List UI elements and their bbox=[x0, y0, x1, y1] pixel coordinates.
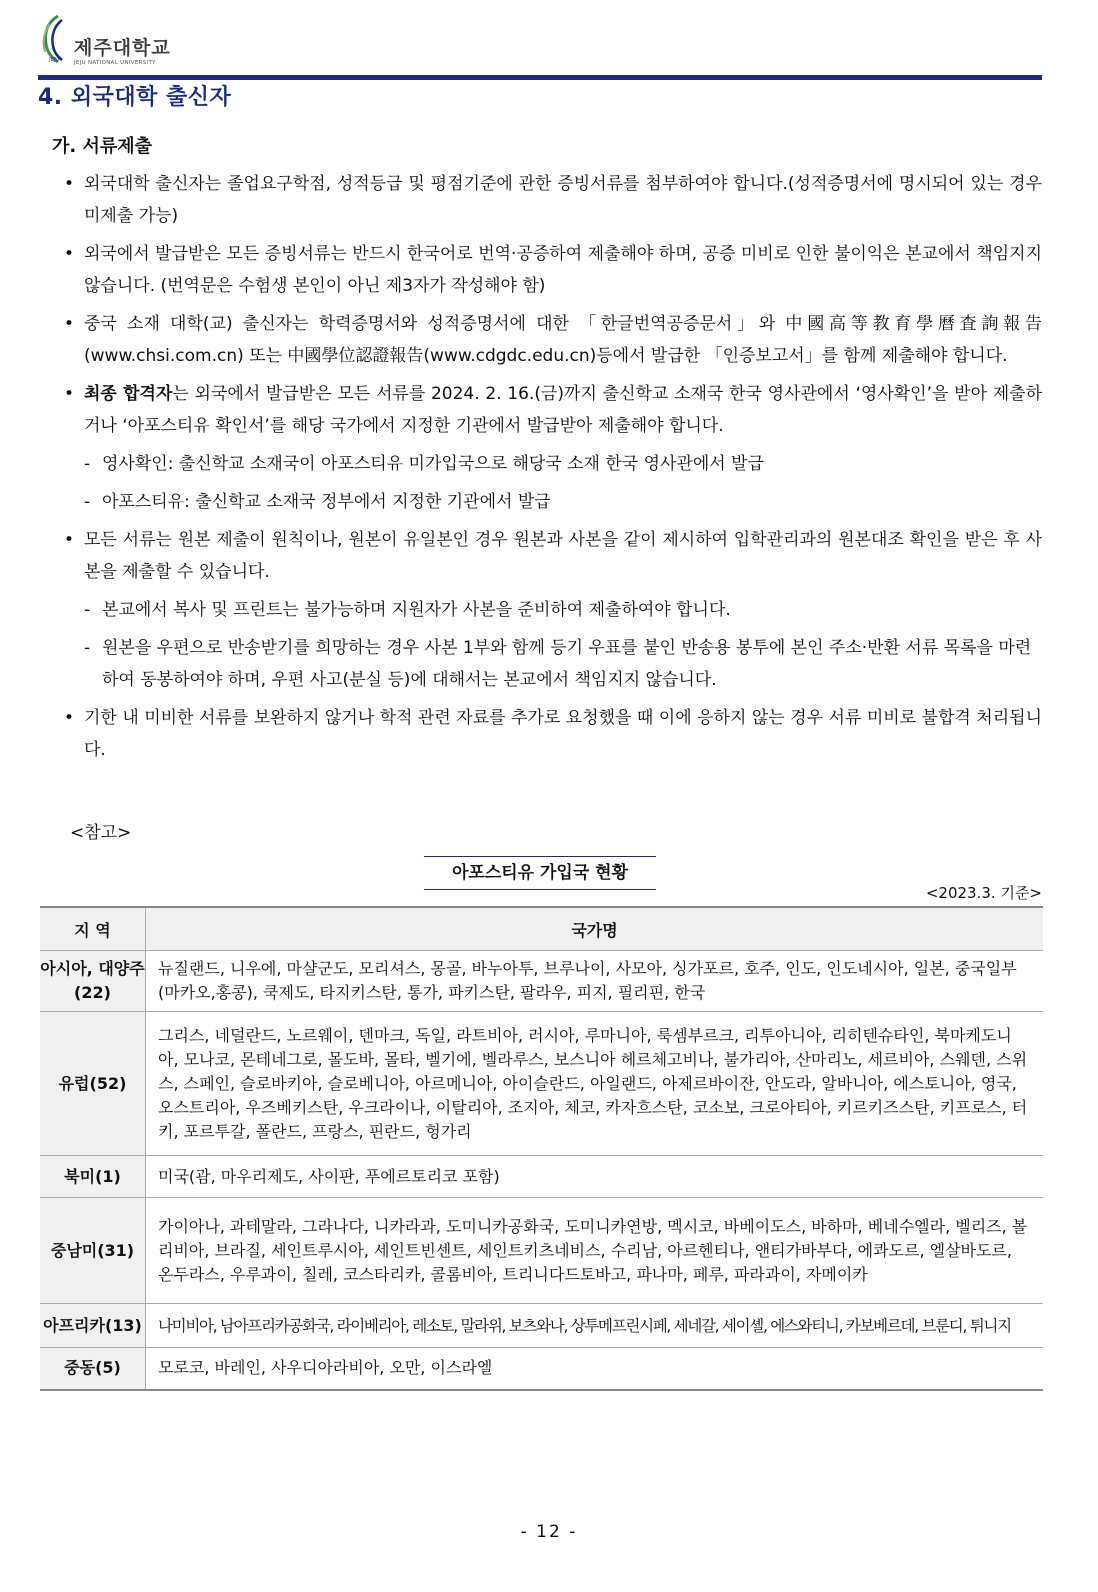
table-title: 아포스티유 가입국 현황 bbox=[424, 856, 656, 890]
bullet-item: • 모든 서류는 원본 제출이 원칙이나, 원본이 유일본인 경우 원본과 사본을 같이 제시하여 입학관리과의 원본대조 확인을 받은 후 사본을 제출할 수 있습니다. bbox=[64, 524, 1042, 588]
region-cell: 중남미(31) bbox=[40, 1198, 146, 1304]
table-header-row bbox=[40, 907, 1043, 951]
university-emblem-icon bbox=[38, 14, 70, 66]
bold-label: 최종 합격자 bbox=[84, 384, 173, 404]
logo-korean-name: 제주대학교 bbox=[74, 37, 171, 59]
page-number: - 12 - bbox=[520, 1522, 578, 1542]
region-cell: 아시아, 대양주(22) bbox=[40, 951, 146, 1012]
dash-item: - 원본을 우편으로 반송받기를 희망하는 경우 사본 1부와 함께 등기 우표를 붙인 반송용 봉투에 본인 주소·반환 서류 목록을 마련하여 동봉하여야 하며, 우편 사고(분실 등)에 대해서는 본교에서 책임지지 않습니다. bbox=[84, 638, 1032, 690]
apostille-table bbox=[40, 906, 1043, 1391]
dash-item: - 본교에서 복사 및 프린트는 불가능하며 지원자가 사본을 준비하여 제출하여야 합니다. bbox=[84, 600, 731, 620]
table-basis-date: <2023.3. 기준> bbox=[925, 884, 1042, 902]
bullet-item: • 외국대학 출신자는 졸업요구학점, 성적등급 및 평점기준에 관한 증빙서류를 첨부하여야 합니다.(성적증명서에 명시되어 있는 경우 미제출 가능) bbox=[64, 168, 1042, 232]
countries-cell: 모로코, 바레인, 사우디아라비아, 오만, 이스라엘 bbox=[146, 1348, 1044, 1390]
page-header bbox=[38, 14, 1048, 84]
region-cell: 유럽(52) bbox=[40, 1012, 146, 1156]
logo-english-name: JEJU NATIONAL UNIVERSITY bbox=[74, 60, 156, 66]
region-cell: 아프리카(13) bbox=[40, 1304, 146, 1348]
dash-item: - 아포스티유: 출신학교 소재국 정부에서 지정한 기관에서 발급 bbox=[84, 492, 551, 512]
countries-cell: 그리스, 네덜란드, 노르웨이, 덴마크, 독일, 라트비아, 러시아, 루마니아, 룩셈부르크, 리투아니아, 리히텐슈타인, 북마케도니아, 모나코, 몬테네그로, 몰도바, 몰타, 벨기에, 벨라루스, 보스니아 헤르체고비나, 불가리아, 산마리노, 세르비아, 스웨덴, 스위스, 스페인, 슬로바키아, 슬로베니아, 아르메니아, 아이슬란드, 아일랜드, 아제르바이잔, 안도라, 알바니아, 에스토니아, 영국, 오스트리아, 우즈베키스탄, 우크라이나, 이탈리아, 조지아, 체코, 카자흐스탄, 코소보, 크로아티아, 키르키즈스탄, 키프로스, 터키, 포르투갈, 폴란드, 프랑스, 핀란드, 헝가리 bbox=[146, 1012, 1044, 1156]
bullet-item: • 중국 소재 대학(교) 출신자는 학력증명서와 성적증명서에 대한 「한글번역공증문서」와 中國高等教育學曆査詢報告(www.chsi.com.cn) 또는 中國學位認證報告(www.cdgdc.edu.cn)등에서 발급한 「인증보고서」를 함께 제출해야 합니다. bbox=[64, 308, 1042, 372]
bullet-text: 는 외국에서 발급받은 모든 서류를 2024. 2. 16.(금)까지 출신학교 소재국 한국 영사관에서 ‘영사확인’을 받아 제출하거나 ‘아포스티유 확인서’를 해당 국가에서 지정한 기관에서 발급받아 제출해야 합니다. bbox=[84, 384, 1043, 436]
section-title: 4. 외국대학 출신자 bbox=[38, 85, 232, 110]
region-cell: 북미(1) bbox=[40, 1156, 146, 1198]
region-cell: 중동(5) bbox=[40, 1348, 146, 1390]
countries-cell: 나미비아, 남아프리카공화국, 라이베리아, 레소토, 말라위, 보츠와나, 상투메프린시페, 세네갈, 세이셸, 에스와티니, 카보베르데, 브룬디, 튀니지 bbox=[146, 1304, 1044, 1348]
table-row bbox=[40, 1348, 1043, 1390]
countries-header: 국가명 bbox=[146, 907, 1044, 951]
bullet-item-final-admission bbox=[64, 378, 1042, 442]
subsection-title: 가. 서류제출 bbox=[52, 136, 153, 157]
countries-cell: 뉴질랜드, 니우에, 마샬군도, 모리셔스, 몽골, 바누아투, 브루나이, 사모아, 싱가포르, 호주, 인도, 인도네시아, 일본, 중국일부(마카오,홍콩), 쿡제도, 타지키스탄, 통가, 파키스탄, 팔라우, 피지, 필리핀, 한국 bbox=[146, 951, 1044, 1012]
dash-item: - 영사확인: 출신학교 소재국이 아포스티유 미가입국으로 해당국 소재 한국 영사관에서 발급 bbox=[84, 454, 764, 474]
bullet-item: • 외국에서 발급받은 모든 증빙서류는 반드시 한국어로 번역·공증하여 제출해야 하며, 공증 미비로 인한 불이익은 본교에서 책임지지 않습니다. (번역문은 수험생 본인이 아닌 제3자가 작성해야 함) bbox=[64, 238, 1042, 302]
reference-label: <참고> bbox=[70, 823, 132, 843]
region-header: 지 역 bbox=[40, 907, 146, 951]
bullet-item: • 기한 내 미비한 서류를 보완하지 않거나 학적 관련 자료를 추가로 요청했을 때 이에 응하지 않는 경우 서류 미비로 불합격 처리됩니다. bbox=[64, 702, 1042, 766]
table-row bbox=[40, 951, 1043, 1012]
table-row bbox=[40, 1198, 1043, 1304]
document-body bbox=[64, 168, 1042, 772]
university-logo bbox=[38, 14, 171, 66]
table-row bbox=[40, 1304, 1043, 1348]
table-row bbox=[40, 1012, 1043, 1156]
table-row bbox=[40, 1156, 1043, 1198]
svg-text:JEJU: JEJU bbox=[49, 57, 59, 63]
countries-cell: 가이아나, 과테말라, 그라나다, 니카라과, 도미니카공화국, 도미니카연방, 멕시코, 바베이도스, 바하마, 베네수엘라, 벨리즈, 볼리비아, 브라질, 세인트루시아, 세인트빈센트, 세인트키츠네비스, 수리남, 아르헨티나, 앤티가바부다, 에콰도르, 엘살바도르, 온두라스, 우루과이, 칠레, 코스타리카, 콜롬비아, 트리니다드토바고, 파나마, 페루, 파라과이, 자메이카 bbox=[146, 1198, 1044, 1304]
countries-cell: 미국(괌, 마우리제도, 사이판, 푸에르토리코 포함) bbox=[146, 1156, 1044, 1198]
